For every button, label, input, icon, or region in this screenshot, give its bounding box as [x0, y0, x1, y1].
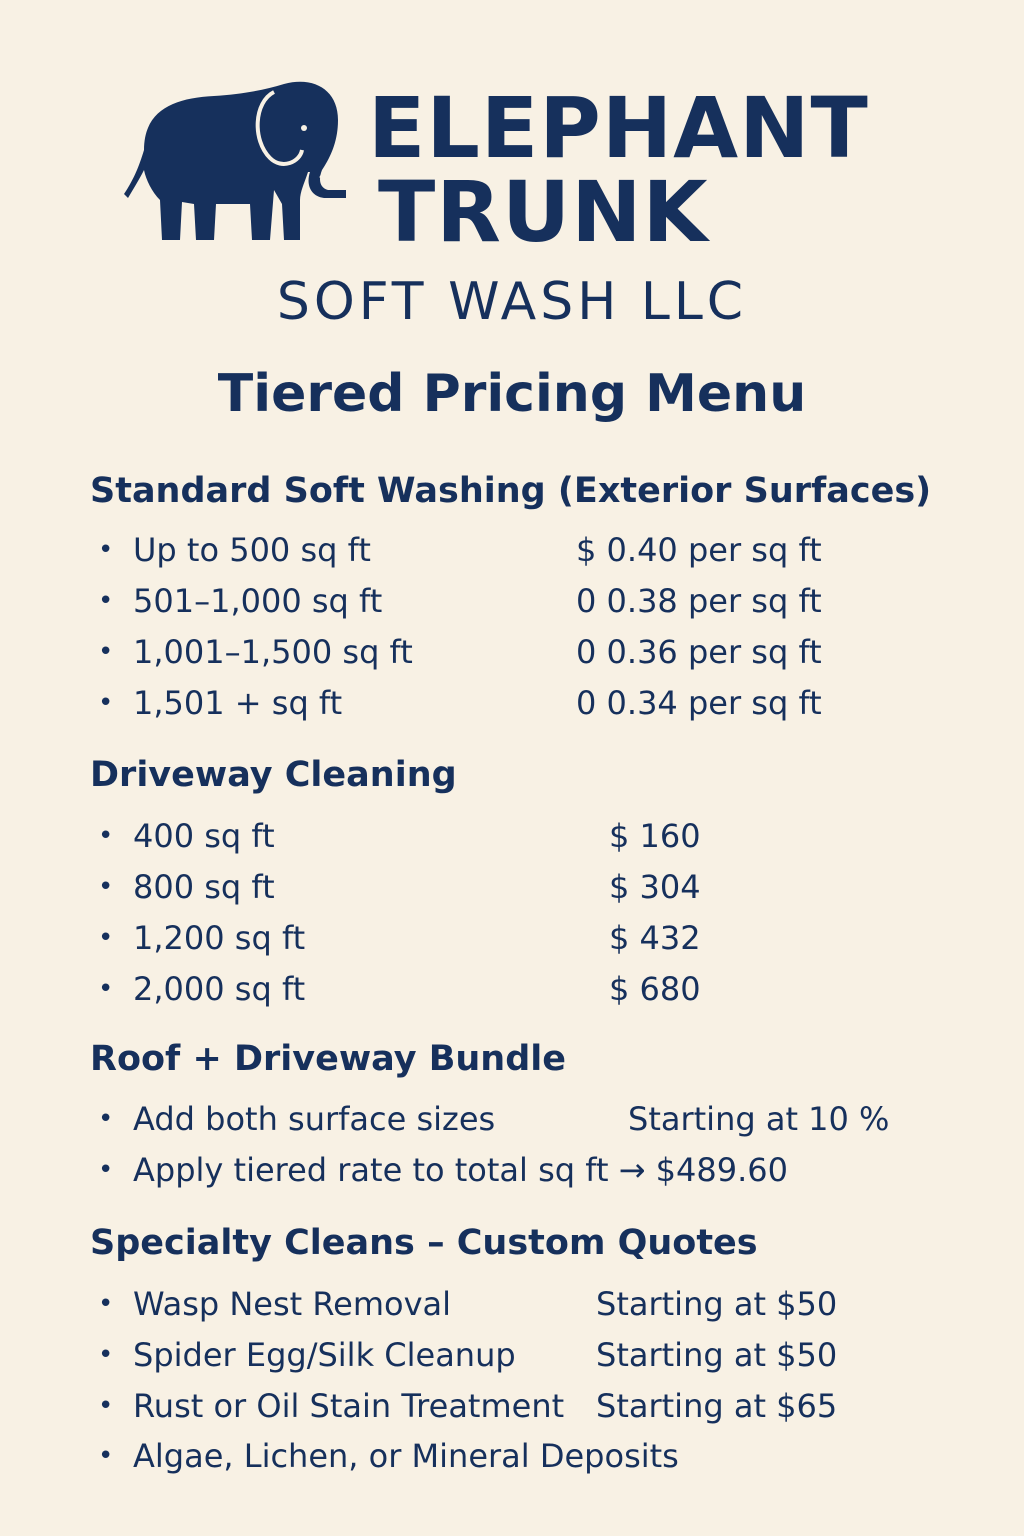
item-label: Spider Egg/Silk Cleanup — [133, 1336, 516, 1374]
page-title: Tiered Pricing Menu — [217, 364, 807, 424]
list-item — [0, 1097, 1024, 1141]
item-label: Apply tiered rate to total sq ft → $489.60 — [133, 1151, 788, 1189]
item-price: $ 680 — [609, 970, 701, 1008]
list-item — [0, 967, 1024, 1011]
list-item — [0, 630, 1024, 674]
list-item — [0, 1384, 1024, 1428]
bullet-dot: • — [98, 1441, 114, 1471]
item-price: $ 0.40 per sq ft — [576, 531, 822, 569]
bullet-dot: • — [98, 535, 114, 565]
bullet-dot: • — [98, 637, 114, 667]
item-label: Rust or Oil Stain Treatment — [133, 1387, 565, 1425]
item-label: 2,000 sq ft — [133, 970, 306, 1008]
bullet-dot: • — [98, 1391, 114, 1421]
brand-name-line2: TRUNK — [378, 163, 709, 261]
bullet-dot: • — [98, 1104, 114, 1134]
bullet-dot: • — [98, 974, 114, 1004]
section-title-driveway-cleaning: Driveway Cleaning — [90, 755, 457, 795]
item-label: 1,001–1,500 sq ft — [133, 633, 413, 671]
item-label: 501–1,000 sq ft — [133, 582, 383, 620]
bullet-dot: • — [98, 872, 114, 902]
section-title-standard-soft-washing: Standard Soft Washing (Exterior Surfaces) — [90, 471, 932, 511]
list-item — [0, 1333, 1024, 1377]
item-price: Starting at $50 — [596, 1336, 838, 1374]
list-item — [0, 681, 1024, 725]
item-label: 1,200 sq ft — [133, 919, 306, 957]
bullet-dot: • — [98, 1340, 114, 1370]
item-price: Starting at $65 — [596, 1387, 838, 1425]
item-label: Add both surface sizes — [133, 1100, 496, 1138]
list-item — [0, 1282, 1024, 1326]
bullet-dot: • — [98, 821, 114, 851]
bullet-dot: • — [98, 1155, 114, 1185]
list-item — [0, 916, 1024, 960]
item-price: 0 0.38 per sq ft — [576, 582, 822, 620]
item-price: 0 0.34 per sq ft — [576, 684, 822, 722]
brand-tagline: SOFT WASH LLC — [276, 272, 748, 332]
item-label: Up to 500 sq ft — [133, 531, 371, 569]
item-price: 0 0.36 per sq ft — [576, 633, 822, 671]
list-item — [0, 1148, 1024, 1192]
item-price: Starting at 10 % — [628, 1100, 890, 1138]
item-price: $ 432 — [609, 919, 701, 957]
item-label: 1,501 + sq ft — [133, 684, 343, 722]
bullet-dot: • — [98, 688, 114, 718]
list-item — [0, 579, 1024, 623]
item-label: 800 sq ft — [133, 868, 275, 906]
item-label: 400 sq ft — [133, 817, 275, 855]
item-price: $ 160 — [609, 817, 701, 855]
item-label: Algae, Lichen, or Mineral Deposits — [133, 1437, 679, 1475]
section-title-roof-driveway-bundle: Roof + Driveway Bundle — [90, 1039, 567, 1079]
item-label: Wasp Nest Removal — [133, 1285, 452, 1323]
bullet-dot: • — [98, 1289, 114, 1319]
item-price: Starting at $50 — [596, 1285, 838, 1323]
brand-name-line1: ELEPHANT — [368, 79, 869, 177]
item-price: $ 304 — [609, 868, 701, 906]
list-item — [0, 814, 1024, 858]
list-item — [0, 528, 1024, 572]
list-item — [0, 865, 1024, 909]
list-item — [0, 1434, 1024, 1478]
elephant-icon — [124, 80, 350, 250]
bullet-dot: • — [98, 586, 114, 616]
bullet-dot: • — [98, 923, 114, 953]
logo — [0, 0, 1024, 340]
section-title-specialty-cleans: Specialty Cleans – Custom Quotes — [90, 1223, 758, 1263]
